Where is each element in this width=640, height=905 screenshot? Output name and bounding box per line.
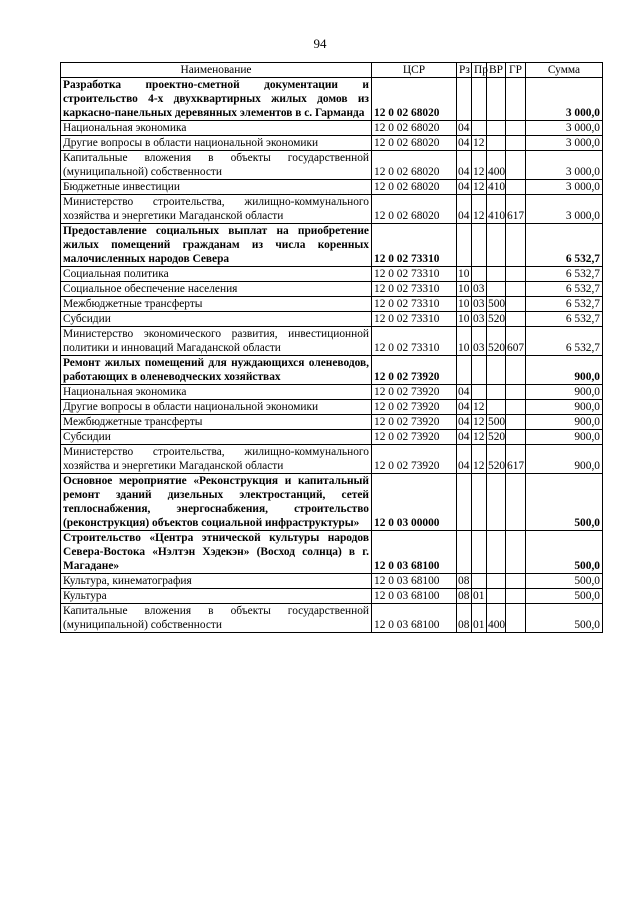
- cell-rz: [457, 474, 472, 531]
- table-row: [61, 195, 603, 224]
- cell-name: Министерство строительства, жилищно-коммунального хозяйства и энергетики Магаданской области: [61, 195, 372, 224]
- cell-csr: 12 0 03 68100: [372, 589, 457, 604]
- header-name: Наименование: [61, 63, 372, 78]
- header-pr: Пр: [472, 63, 487, 78]
- cell-gr: [506, 474, 526, 531]
- cell-pr: [472, 224, 487, 267]
- cell-name: Субсидии: [61, 312, 372, 327]
- header-sum: Сумма: [526, 63, 603, 78]
- cell-csr: 12 0 03 68100: [372, 531, 457, 574]
- cell-name: Межбюджетные трансферты: [61, 297, 372, 312]
- table-row: [61, 589, 603, 604]
- cell-csr: 12 0 02 68020: [372, 151, 457, 180]
- cell-sum: 900,0: [526, 445, 603, 474]
- header-vr: ВР: [487, 63, 506, 78]
- header-rz: Рз: [457, 63, 472, 78]
- cell-pr: 03: [472, 312, 487, 327]
- cell-csr: 12 0 02 68020: [372, 180, 457, 195]
- cell-sum: 500,0: [526, 474, 603, 531]
- cell-rz: [457, 224, 472, 267]
- cell-sum: 500,0: [526, 604, 603, 633]
- cell-sum: 3 000,0: [526, 151, 603, 180]
- table-row: [61, 445, 603, 474]
- cell-sum: 500,0: [526, 589, 603, 604]
- cell-name: Национальная экономика: [61, 385, 372, 400]
- cell-csr: 12 0 02 73310: [372, 224, 457, 267]
- cell-gr: [506, 356, 526, 385]
- cell-sum: 6 532,7: [526, 282, 603, 297]
- cell-vr: [487, 282, 506, 297]
- cell-gr: [506, 604, 526, 633]
- cell-rz: 08: [457, 604, 472, 633]
- cell-csr: 12 0 02 73920: [372, 385, 457, 400]
- cell-rz: 04: [457, 415, 472, 430]
- cell-name: Строительство «Центра этнической культуры народов Севера-Востока «Нэлтэн Хэдекэн» (Восход солнца) в г. Магадане»: [61, 531, 372, 574]
- cell-sum: 3 000,0: [526, 195, 603, 224]
- cell-sum: 900,0: [526, 400, 603, 415]
- cell-vr: [487, 78, 506, 121]
- cell-pr: [472, 121, 487, 136]
- cell-vr: 500: [488, 416, 506, 428]
- cell-gr: [506, 282, 526, 297]
- cell-csr: 12 0 02 73310: [372, 282, 457, 297]
- cell-name: Министерство экономического развития, инвестиционной политики и инноваций Магаданской области: [61, 327, 372, 356]
- cell-gr: 617: [506, 445, 526, 474]
- table-header: [61, 63, 603, 78]
- cell-pr: 12: [472, 430, 487, 445]
- cell-sum: 6 532,7: [526, 327, 603, 356]
- header-row: [61, 63, 603, 78]
- cell-gr: 607: [506, 327, 526, 356]
- cell-sum: 900,0: [526, 356, 603, 385]
- cell-rz: 04: [457, 136, 472, 151]
- cell-rz: [457, 531, 472, 574]
- cell-name: Ремонт жилых помещений для нуждающихся оленеводов, работающих в оленеводческих хозяйствах: [61, 356, 372, 385]
- cell-csr: 12 0 02 73920: [372, 415, 457, 430]
- cell-csr: 12 0 02 73920: [372, 445, 457, 474]
- cell-csr: 12 0 02 68020: [372, 78, 457, 121]
- cell-rz: 10: [457, 267, 472, 282]
- cell-rz: 08: [457, 589, 472, 604]
- cell-name: Министерство строительства, жилищно-коммунального хозяйства и энергетики Магаданской области: [61, 445, 372, 474]
- cell-rz: 04: [457, 195, 472, 224]
- cell-gr: [506, 151, 526, 180]
- cell-vr: 500: [488, 298, 506, 310]
- table-row: [61, 267, 603, 282]
- cell-name: Капитальные вложения в объекты государственной (муниципальной) собственности: [61, 151, 372, 180]
- cell-sum: 500,0: [526, 574, 603, 589]
- cell-vr: [487, 224, 506, 267]
- cell-rz: [457, 78, 472, 121]
- cell-gr: [506, 78, 526, 121]
- table-body: [61, 78, 603, 633]
- cell-vr: 520: [488, 313, 506, 325]
- cell-sum: 500,0: [526, 531, 603, 574]
- cell-vr: [487, 589, 506, 604]
- cell-vr: [487, 356, 506, 385]
- cell-name: Межбюджетные трансферты: [61, 415, 372, 430]
- cell-gr: [506, 531, 526, 574]
- cell-pr: 12: [472, 151, 487, 180]
- cell-rz: 04: [457, 445, 472, 474]
- cell-pr: [472, 574, 487, 589]
- table-row: [61, 531, 603, 574]
- table-row: [61, 415, 603, 430]
- page-number: 94: [313, 36, 327, 51]
- cell-name: Другие вопросы в области национальной экономики: [61, 136, 372, 151]
- table-row: [61, 121, 603, 136]
- cell-csr: 12 0 02 73310: [372, 327, 457, 356]
- table-row: [61, 297, 603, 312]
- cell-sum: 3 000,0: [526, 121, 603, 136]
- cell-name: Культура, кинематография: [61, 574, 372, 589]
- cell-name: Разработка проектно-сметной документации и строительство 4-х двухквартирных жилых домов из каркасно-панельных деревянных элементов в с. Гарманда: [61, 78, 372, 121]
- cell-vr: 400: [487, 151, 506, 180]
- cell-rz: 04: [457, 180, 472, 195]
- cell-pr: [472, 78, 487, 121]
- cell-gr: [506, 385, 526, 400]
- table-row: [61, 385, 603, 400]
- cell-csr: 12 0 02 73310: [372, 297, 457, 312]
- cell-csr: 12 0 02 73310: [372, 267, 457, 282]
- cell-vr: 520: [487, 445, 506, 474]
- cell-gr: [506, 121, 526, 136]
- cell-sum: 900,0: [526, 415, 603, 430]
- cell-vr: 520: [487, 327, 506, 356]
- cell-gr: [506, 589, 526, 604]
- cell-pr: 12: [472, 415, 487, 430]
- cell-vr: 520: [488, 431, 506, 443]
- cell-vr: [487, 136, 506, 151]
- table-row: [61, 604, 603, 633]
- table-row: [61, 474, 603, 531]
- cell-pr: [472, 531, 487, 574]
- budget-table: [60, 62, 603, 633]
- cell-pr: 01: [472, 589, 487, 604]
- cell-rz: [457, 356, 472, 385]
- cell-name: Субсидии: [61, 430, 372, 445]
- cell-csr: 12 0 02 73920: [372, 356, 457, 385]
- cell-rz: 04: [457, 400, 472, 415]
- cell-vr: [487, 531, 506, 574]
- cell-gr: [506, 267, 526, 282]
- cell-vr: [487, 574, 506, 589]
- cell-name: Социальная политика: [61, 267, 372, 282]
- cell-sum: 6 532,7: [526, 267, 603, 282]
- cell-rz: 10: [457, 327, 472, 356]
- cell-pr: 12: [472, 180, 487, 195]
- table-row: [61, 282, 603, 297]
- cell-sum: 3 000,0: [526, 180, 603, 195]
- cell-pr: 12: [472, 195, 487, 224]
- cell-name: Основное мероприятие «Реконструкция и капитальный ремонт зданий дизельных электростанций, сетей теплоснабжения, энергоснабжения, строительство (реконструкция) объектов социальной инфраструктуры»: [61, 474, 372, 531]
- cell-pr: 12: [472, 445, 487, 474]
- cell-vr: 400: [487, 604, 506, 633]
- cell-pr: [472, 267, 487, 282]
- cell-name: Капитальные вложения в объекты государственной (муниципальной) собственности: [61, 604, 372, 633]
- header-csr: ЦСР: [372, 63, 457, 78]
- cell-csr: 12 0 02 68020: [372, 121, 457, 136]
- cell-pr: 03: [472, 282, 487, 297]
- cell-gr: [506, 574, 526, 589]
- table-row: [61, 574, 603, 589]
- cell-rz: 10: [457, 297, 472, 312]
- cell-sum: 6 532,7: [526, 297, 603, 312]
- cell-csr: 12 0 02 73920: [372, 430, 457, 445]
- cell-vr: [487, 267, 506, 282]
- cell-pr: 12: [472, 400, 487, 415]
- cell-rz: 04: [457, 121, 472, 136]
- cell-gr: [506, 400, 526, 415]
- cell-vr: [487, 400, 506, 415]
- table-row: [61, 224, 603, 267]
- cell-gr: [506, 180, 526, 195]
- cell-sum: 900,0: [526, 385, 603, 400]
- table-row: [61, 151, 603, 180]
- cell-sum: 6 532,7: [526, 224, 603, 267]
- table-row: [61, 400, 603, 415]
- cell-rz: 10: [457, 312, 472, 327]
- cell-csr: 12 0 02 68020: [372, 136, 457, 151]
- cell-name: Культура: [61, 589, 372, 604]
- table-row: [61, 78, 603, 121]
- cell-vr: 410: [487, 195, 506, 224]
- cell-csr: 12 0 02 73310: [372, 312, 457, 327]
- table-row: [61, 430, 603, 445]
- cell-pr: [472, 385, 487, 400]
- cell-pr: 01: [472, 604, 487, 633]
- cell-sum: 900,0: [526, 430, 603, 445]
- cell-pr: [472, 356, 487, 385]
- cell-rz: 08: [457, 574, 472, 589]
- cell-csr: 12 0 02 68020: [372, 195, 457, 224]
- cell-gr: 617: [506, 195, 526, 224]
- cell-name: Другие вопросы в области национальной экономики: [61, 400, 372, 415]
- cell-rz: 04: [457, 151, 472, 180]
- cell-csr: 12 0 02 73920: [372, 400, 457, 415]
- cell-sum: 6 532,7: [526, 312, 603, 327]
- cell-rz: 04: [457, 385, 472, 400]
- cell-name: Социальное обеспечение населения: [61, 282, 372, 297]
- header-gr: ГР: [506, 63, 526, 78]
- cell-csr: 12 0 03 68100: [372, 574, 457, 589]
- table-row: [61, 356, 603, 385]
- cell-rz: 10: [457, 282, 472, 297]
- cell-gr: [506, 297, 526, 312]
- cell-gr: [506, 430, 526, 445]
- cell-csr: 12 0 03 00000: [372, 474, 457, 531]
- cell-gr: [506, 224, 526, 267]
- table-row: [61, 180, 603, 195]
- cell-vr: [487, 121, 506, 136]
- table-row: [61, 312, 603, 327]
- cell-pr: [472, 474, 487, 531]
- cell-pr: 03: [472, 297, 487, 312]
- cell-csr: 12 0 03 68100: [372, 604, 457, 633]
- cell-gr: [506, 136, 526, 151]
- cell-rz: 04: [457, 430, 472, 445]
- cell-name: Национальная экономика: [61, 121, 372, 136]
- cell-name: Бюджетные инвестиции: [61, 180, 372, 195]
- cell-vr: [487, 474, 506, 531]
- cell-vr: 410: [488, 181, 506, 193]
- cell-sum: 3 000,0: [526, 78, 603, 121]
- table-row: [61, 136, 603, 151]
- cell-pr: 03: [472, 327, 487, 356]
- cell-pr: 12: [472, 136, 487, 151]
- cell-gr: [506, 415, 526, 430]
- cell-vr: [487, 385, 506, 400]
- cell-sum: 3 000,0: [526, 136, 603, 151]
- cell-name: Предоставление социальных выплат на приобретение жилых помещений гражданам из числа коренных малочисленных народов Севера: [61, 224, 372, 267]
- table-row: [61, 327, 603, 356]
- cell-gr: [506, 312, 526, 327]
